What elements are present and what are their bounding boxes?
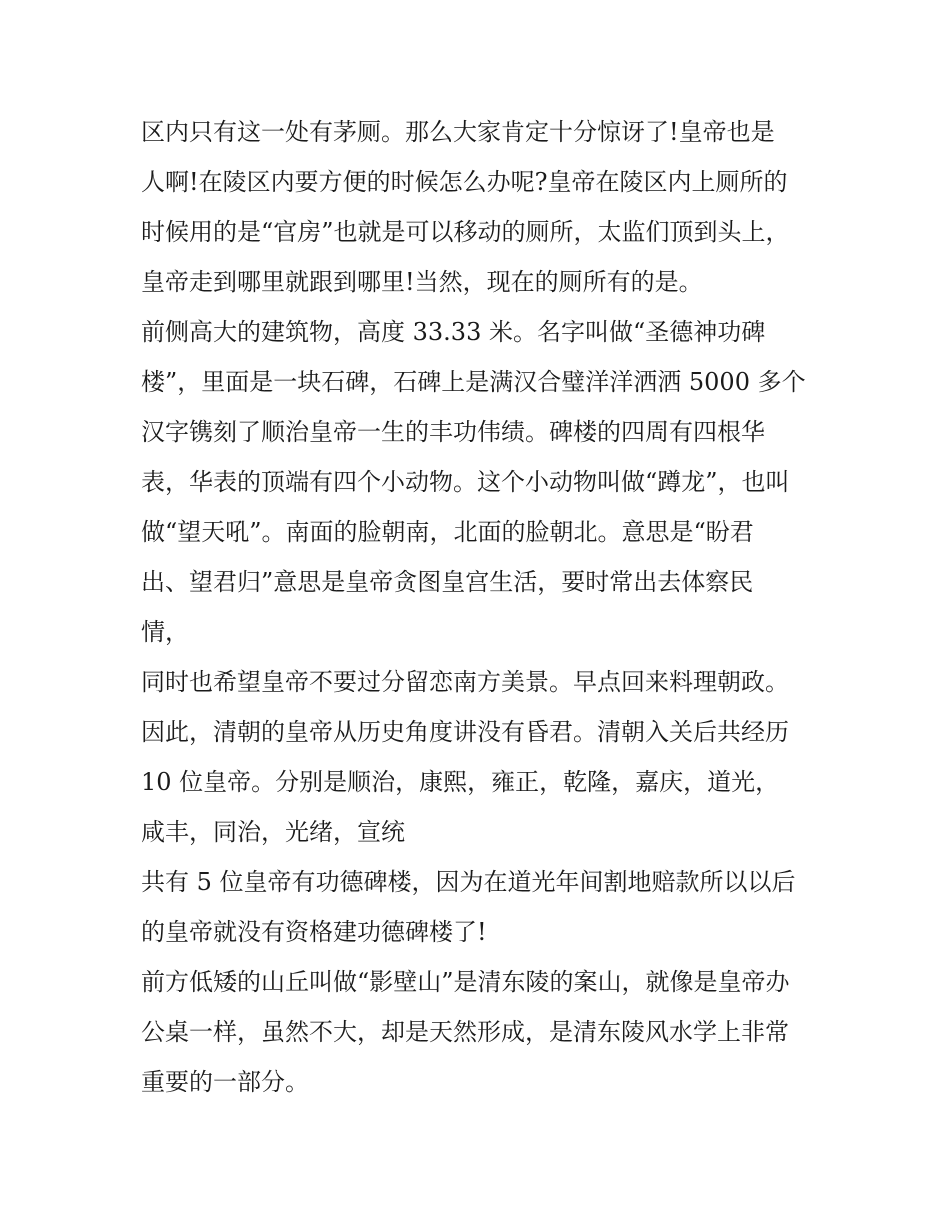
text-line: 的皇帝就没有资格建功德碑楼了! (141, 918, 487, 946)
body-text (141, 107, 821, 1107)
text-line: 皇帝走到哪里就跟到哪里!当然，现在的厕所有的是。 (141, 268, 703, 296)
text-line: 因此，清朝的皇帝从历史角度讲没有昏君。清朝入关后共经历 (141, 718, 789, 746)
text-line: 重要的一部分。 (141, 1068, 309, 1096)
text-line: 表，华表的顶端有四个小动物。这个小动物叫做“蹲龙”，也叫 (141, 468, 790, 496)
text-line: 汉字镌刻了顺治皇帝一生的丰功伟绩。碑楼的四周有四根华 (141, 418, 765, 446)
text-line: 出、望君归”意思是皇帝贪图皇宫生活，要时常出去体察民 (141, 568, 754, 596)
text-line: 前侧高大的建筑物，高度 33.33 米。名字叫做“圣德神功碑 (141, 318, 766, 346)
text-line: 10 位皇帝。分别是顺治，康熙，雍正，乾隆，嘉庆，道光， (141, 768, 780, 796)
text-line: 区内只有这一处有茅厕。那么大家肯定十分惊讶了!皇帝也是 (141, 118, 775, 146)
text-line: 情， (141, 618, 189, 646)
text-line: 前方低矮的山丘叫做“影壁山”是清东陵的案山，就像是皇帝办 (141, 968, 790, 996)
text-line: 人啊!在陵区内要方便的时候怎么办呢?皇帝在陵区内上厕所的 (141, 168, 788, 196)
text-line: 公桌一样，虽然不大，却是天然形成，是清东陵风水学上非常 (141, 1018, 789, 1046)
text-line: 时候用的是“官房”也就是可以移动的厕所，太监们顶到头上， (141, 218, 790, 246)
text-line: 同时也希望皇帝不要过分留恋南方美景。早点回来料理朝政。 (141, 668, 789, 696)
text-line: 咸丰，同治，光绪，宣统 (141, 818, 405, 846)
text-line: 共有 5 位皇帝有功德碑楼，因为在道光年间割地赔款所以以后 (141, 868, 796, 896)
text-line: 做“望天吼”。南面的脸朝南，北面的脸朝北。意思是“盼君 (141, 518, 754, 546)
text-line: 楼”，里面是一块石碑，石碑上是满汉合璧洋洋洒洒 5000 多个 (141, 368, 806, 396)
